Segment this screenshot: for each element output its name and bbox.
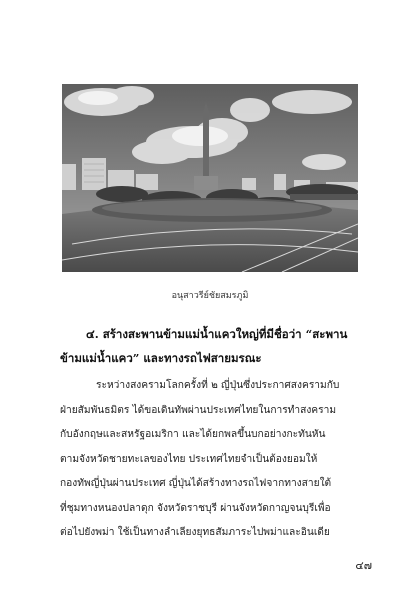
- heading-line-1: ๔. สร้างสะพานข้ามแม่น้ำแควใหญ่ที่มีชื่อว่า “สะพาน: [86, 327, 348, 341]
- body-paragraph: [60, 374, 360, 546]
- victory-monument-photo: [62, 84, 358, 272]
- page-number: ๔๗: [355, 559, 372, 572]
- paragraph-line: ต่อไปยังพม่า ใช้เป็นทางลำเลียงยุทธสัมภาระไปพม่าและอินเดีย: [60, 527, 330, 538]
- paragraph-line: ที่ชุมทางหนองปลาดุก จังหวัดราชบุรี ผ่านจังหวัดกาญจนบุรีเพื่อ: [60, 502, 331, 514]
- paragraph-line: กับอังกฤษและสหรัฐอเมริกา และได้ยกพลขึ้นบกอย่างกะทันหัน: [60, 429, 326, 440]
- section-heading: [60, 322, 386, 370]
- heading-line-2: ข้ามแม่น้ำแคว” และทางรถไฟสายมรณะ: [60, 351, 262, 365]
- paragraph-line: ตามจังหวัดชายทะเลของไทย ประเทศไทยจำเป็นต้องยอมให้: [60, 453, 318, 465]
- photo-caption: อนุสาวรีย์ชัยสมรภูมิ: [171, 291, 249, 301]
- paragraph-line: ฝ่ายสัมพันธมิตร ได้ขอเดินทัพผ่านประเทศไทยในการทำสงคราม: [60, 404, 337, 416]
- paragraph-line: กองทัพญี่ปุ่นผ่านประเทศ ญี่ปุ่นได้สร้างทางรถไฟจากทางสายใต้: [60, 478, 332, 489]
- paragraph-line: ระหว่างสงครามโลกครั้งที่ ๒ ญี่ปุ่นซึ่งประกาศสงครามกับ: [96, 380, 340, 391]
- photo-illustration: [62, 84, 358, 272]
